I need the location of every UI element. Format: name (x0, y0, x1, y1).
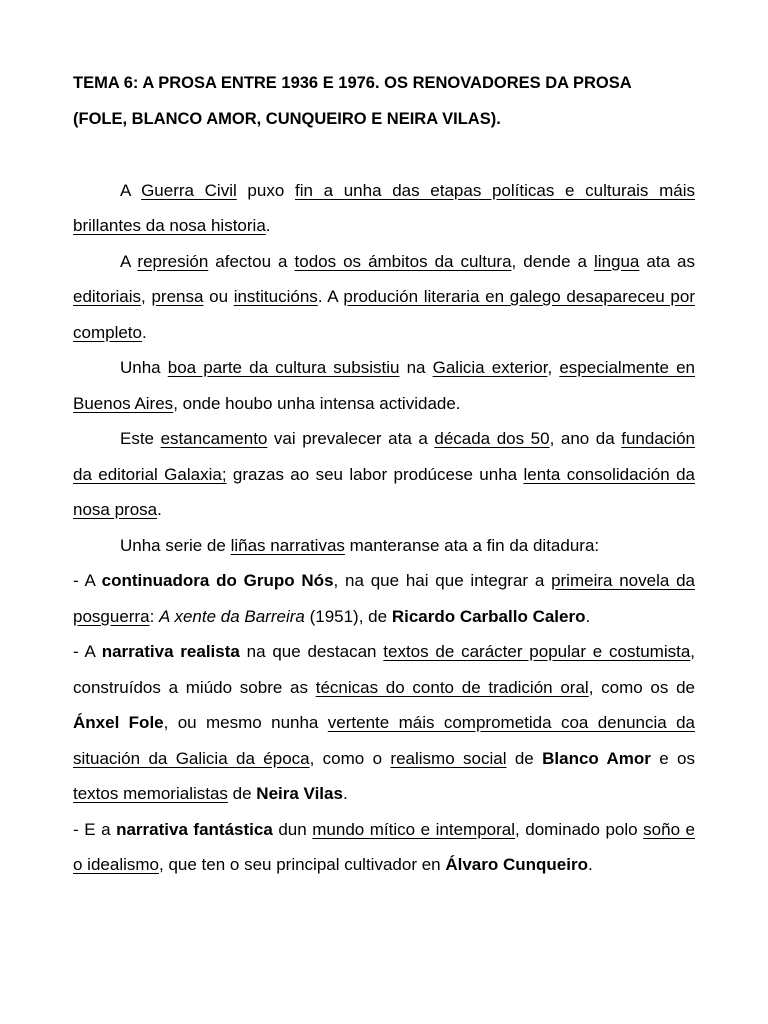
text-run: , ou mesmo nunha (163, 713, 328, 732)
body-paragraph-4 (73, 421, 695, 528)
body-paragraphs (73, 173, 695, 564)
underlined-text: liñas narrativas (230, 535, 345, 555)
narrative-lines-list (73, 563, 695, 883)
text-run: - A (73, 642, 102, 661)
text-run: , na que hai que integrar a (333, 571, 552, 590)
underlined-text: editoriais (73, 287, 142, 306)
underlined-text: soño e o idealismo (73, 819, 696, 874)
text-run: puxo (236, 180, 295, 200)
text-run: grazas ao seu labor prodúcese unha (226, 464, 524, 484)
text-run: ou (203, 287, 234, 306)
text-run: , dende a (511, 251, 595, 271)
document-title (73, 66, 695, 137)
body-paragraph-5 (73, 528, 695, 564)
text-run: - E a (73, 819, 117, 839)
bold-text: Ánxel Fole (73, 713, 164, 732)
text-run: de (227, 784, 257, 803)
underlined-text: fin a unha das etapas políticas e culturais máis brillantes da nosa historia (73, 180, 695, 235)
underlined-text: lingua (594, 251, 640, 271)
underlined-text: técnicas do conto de tradición oral (315, 677, 589, 697)
body-paragraph-3 (73, 350, 695, 421)
text-run: , (547, 358, 560, 377)
title-spacer (73, 137, 695, 173)
underlined-text: década dos 50 (434, 429, 550, 448)
text-run: . (141, 322, 147, 342)
list-item-1 (73, 563, 695, 634)
text-run: - A (73, 571, 102, 590)
underlined-text: prensa (151, 287, 204, 306)
underlined-text: estancamento (160, 429, 268, 448)
underlined-text: lenta consolidación da nosa prosa (73, 464, 695, 519)
list-item-3 (73, 812, 695, 883)
text-run: . (587, 855, 593, 874)
italic-title-text: A xente da Barreira (159, 606, 305, 626)
title-line-2: (FOLE, BLANCO AMOR, CUNQUEIRO E NEIRA VILAS). (73, 109, 501, 128)
underlined-text: especialmente en Buenos Aires (73, 358, 695, 413)
text-run: Este (120, 429, 161, 448)
bold-text: Neira Vilas (256, 784, 343, 803)
underlined-text: institucións (233, 287, 318, 306)
text-run: . A (317, 287, 344, 306)
bold-text: continuadora do Grupo Nós (101, 571, 334, 590)
text-run: (1951), de (304, 606, 392, 626)
document-page (73, 66, 695, 883)
text-run: na (399, 358, 433, 377)
text-run: A (120, 180, 142, 200)
underlined-text: vertente máis comprometida coa denuncia da situación da Galicia da época (73, 713, 696, 768)
underlined-text: todos os ámbitos da cultura (294, 251, 512, 271)
text-run: de (506, 748, 543, 768)
text-run: : (149, 606, 160, 626)
bold-text: narrativa fantástica (116, 819, 273, 839)
text-run: . (342, 784, 348, 803)
text-run: A (120, 251, 138, 271)
body-paragraph-1 (73, 173, 695, 244)
text-run: manteranse ata a fin da ditadura: (344, 535, 600, 555)
underlined-text: boa parte da cultura subsistiu (167, 358, 400, 377)
text-run: , que ten o seu principal cultivador en (159, 855, 446, 874)
underlined-text: mundo mítico e intemporal (312, 819, 516, 839)
underlined-text: textos memorialistas (73, 784, 228, 803)
list-item-2 (73, 634, 695, 812)
text-run: dun (272, 819, 313, 839)
underlined-text: primeira novela da posguerra (73, 571, 696, 626)
underlined-text: realismo social (390, 748, 507, 768)
text-run: , dominado polo (515, 819, 644, 839)
underlined-text: Galicia exterior (432, 358, 548, 377)
text-run: . (157, 500, 162, 519)
text-run: vai prevalecer ata a (267, 429, 435, 448)
text-run: , construídos a miúdo sobre as (73, 642, 696, 697)
text-run: na que destacan (239, 642, 384, 661)
underlined-text: Guerra Civil (141, 180, 237, 200)
bold-text: narrativa realista (101, 642, 240, 661)
bold-text: Álvaro Cunqueiro (445, 855, 588, 874)
text-run: , (141, 287, 152, 306)
text-run: e os (650, 748, 696, 768)
text-run: Unha (120, 358, 168, 377)
text-run: Unha serie de (120, 535, 231, 555)
text-run: afectou a (208, 251, 295, 271)
bold-text: Blanco Amor (542, 748, 651, 768)
title-line-1: TEMA 6: A PROSA ENTRE 1936 E 1976. OS RENOVADORES DA PROSA (73, 74, 632, 92)
underlined-text: represión (137, 251, 209, 271)
text-run: , ano da (549, 429, 622, 448)
body-paragraph-2 (73, 244, 695, 351)
text-run: ata as (639, 251, 695, 271)
bold-text: Ricardo Carballo Calero (391, 606, 586, 626)
text-run: . (265, 216, 271, 235)
text-run: , onde houbo unha intensa actividade. (173, 393, 461, 413)
text-run: , como os de (588, 677, 695, 697)
text-run: . (585, 606, 591, 626)
underlined-text: fundación da editorial Galaxia; (73, 429, 695, 484)
underlined-text: produción literaria en galego desapareceu por completo (73, 287, 695, 342)
underlined-text: textos de carácter popular e costumista (383, 642, 691, 661)
text-run: , como o (309, 748, 391, 768)
